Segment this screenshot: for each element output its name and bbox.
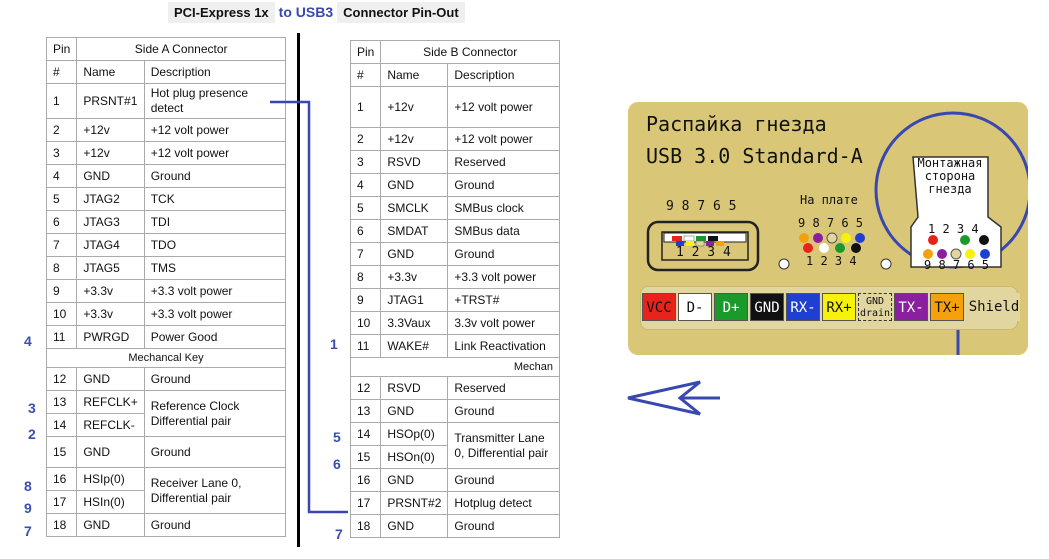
pin-description: 3.3v volt power <box>448 312 560 335</box>
side-b-hdr-name: Name <box>381 64 448 87</box>
mount-bottom-numbers: 9 8 7 6 5 <box>924 258 990 272</box>
pin-description: Reference Clock Differential pair <box>144 391 285 437</box>
pin-number: 14 <box>351 423 381 446</box>
pin-number: 8 <box>351 266 381 289</box>
side-a-hdr-num: # <box>47 61 77 84</box>
pin-number: 13 <box>351 400 381 423</box>
pin-description: +12 volt power <box>448 128 560 151</box>
pin-name: WAKE# <box>381 335 448 358</box>
pin-description: TDO <box>144 234 285 257</box>
pin-number: 10 <box>47 303 77 326</box>
pin-description: Hot plug presence detect <box>144 84 285 119</box>
title-left: PCI-Express 1x <box>168 2 275 23</box>
pin-name: 3.3Vaux <box>381 312 448 335</box>
pin-name: JTAG3 <box>77 211 144 234</box>
pin-number: 2 <box>47 119 77 142</box>
pin-number: 5 <box>47 188 77 211</box>
mount-side-label: Монтажная сторона гнезда <box>917 156 983 196</box>
pin-number: 7 <box>351 243 381 266</box>
pin-name: HSOn(0) <box>381 446 448 469</box>
legend-chip: TX+ <box>930 293 964 321</box>
usb-mark-b15: 6 <box>333 456 341 472</box>
pin-name: HSOp(0) <box>381 423 448 446</box>
side-b-hdr-pin: Pin <box>351 41 381 64</box>
usb-mark-a13: 3 <box>28 400 36 416</box>
pin-description: +3.3 volt power <box>144 303 285 326</box>
side-b-hdr-conn: Side B Connector <box>381 41 560 64</box>
pin-name: HSIn(0) <box>77 491 144 514</box>
pin-description: Ground <box>448 243 560 266</box>
pin-name: JTAG4 <box>77 234 144 257</box>
pin-number: 17 <box>351 492 381 515</box>
side-b-hdr-num: # <box>351 64 381 87</box>
card-title-1: Распайка гнезда <box>646 112 827 136</box>
legend-chip: RX- <box>786 293 820 321</box>
pin-name: +3.3v <box>381 266 448 289</box>
pin-name: GND <box>381 469 448 492</box>
pin-number: 6 <box>351 220 381 243</box>
pin-number: 3 <box>351 151 381 174</box>
pin-number: 12 <box>351 377 381 400</box>
usb-mark-b18: 7 <box>335 526 343 542</box>
pin-description: TDI <box>144 211 285 234</box>
pin-description: Link Reactivation <box>448 335 560 358</box>
pin-description: Reserved <box>448 151 560 174</box>
pin-name: GND <box>381 515 448 538</box>
pin-number: 18 <box>47 514 77 537</box>
legend-chip: Shield <box>968 293 1020 321</box>
pin-number: 6 <box>47 211 77 234</box>
pin-description: Ground <box>144 368 285 391</box>
usb-mark-b14: 5 <box>333 429 341 445</box>
title-usb: to USB3 <box>278 4 334 20</box>
pin-description: +TRST# <box>448 289 560 312</box>
pin-description: +12 volt power <box>144 142 285 165</box>
pin-name: PWRGD <box>77 326 144 349</box>
pin-number: 9 <box>351 289 381 312</box>
pin-description: Reserved <box>448 377 560 400</box>
pin-description: TMS <box>144 257 285 280</box>
pin-name: PRSNT#1 <box>77 84 144 119</box>
legend-chip: RX+ <box>822 293 856 321</box>
pin-number: 1 <box>47 84 77 119</box>
pin-name: PRSNT#2 <box>381 492 448 515</box>
pin-number: 15 <box>47 437 77 468</box>
pin-description: Hotplug detect <box>448 492 560 515</box>
usb-mark-a17: 9 <box>24 500 32 516</box>
side-a-key: Mechancal Key <box>47 349 286 368</box>
pin-number: 15 <box>351 446 381 469</box>
pin-name: +3.3v <box>77 280 144 303</box>
pin-number: 10 <box>351 312 381 335</box>
side-b-key: Mechan <box>351 358 560 377</box>
pin-number: 1 <box>351 87 381 128</box>
side-a-hdr-pin: Pin <box>47 38 77 61</box>
pin-name: +12v <box>381 128 448 151</box>
usb-mark-a14: 2 <box>28 426 36 442</box>
legend-chip: D+ <box>714 293 748 321</box>
pin-name: JTAG5 <box>77 257 144 280</box>
plate-bottom-numbers: 1 2 3 4 <box>806 254 857 268</box>
pin-description: Ground <box>144 437 285 468</box>
pin-name: +3.3v <box>77 303 144 326</box>
mount-top-numbers: 1 2 3 4 <box>928 222 979 236</box>
legend-chip: D- <box>678 293 712 321</box>
pin-number: 2 <box>351 128 381 151</box>
pin-number: 8 <box>47 257 77 280</box>
pin-name: SMDAT <box>381 220 448 243</box>
pin-name: SMCLK <box>381 197 448 220</box>
pin-number: 11 <box>47 326 77 349</box>
pin-number: 3 <box>47 142 77 165</box>
pin-number: 12 <box>47 368 77 391</box>
pin-name: HSIp(0) <box>77 468 144 491</box>
pin-number: 17 <box>47 491 77 514</box>
plate-top-numbers: 9 8 7 6 5 <box>798 216 864 230</box>
pin-name: REFCLK+ <box>77 391 144 414</box>
pin-description: Ground <box>448 469 560 492</box>
legend-chip: GND drain <box>858 293 892 321</box>
pin-description: Ground <box>448 174 560 197</box>
legend-chip: TX- <box>894 293 928 321</box>
pin-name: JTAG2 <box>77 188 144 211</box>
pin-name: GND <box>77 437 144 468</box>
pin-name: +12v <box>77 119 144 142</box>
pin-name: GND <box>77 514 144 537</box>
pin-number: 9 <box>47 280 77 303</box>
pin-number: 13 <box>47 391 77 414</box>
pin-name: GND <box>77 368 144 391</box>
pin-description: TCK <box>144 188 285 211</box>
pin-number: 14 <box>47 414 77 437</box>
pin-description: Ground <box>448 400 560 423</box>
pin-number: 18 <box>351 515 381 538</box>
pin-description: Ground <box>144 165 285 188</box>
usb-mark-b11: 1 <box>330 336 338 352</box>
pin-name: GND <box>381 400 448 423</box>
pin-number: 5 <box>351 197 381 220</box>
legend-chip: GND <box>750 293 784 321</box>
pin-description: +12 volt power <box>144 119 285 142</box>
pin-description: SMBus data <box>448 220 560 243</box>
pin-description: +12 volt power <box>448 87 560 128</box>
side-b-hdr-desc: Description <box>448 64 560 87</box>
pin-number: 4 <box>351 174 381 197</box>
plug-top-numbers: 9 8 7 6 5 <box>666 199 737 214</box>
pin-description: Receiver Lane 0, Differential pair <box>144 468 285 514</box>
pin-number: 11 <box>351 335 381 358</box>
pin-number: 16 <box>47 468 77 491</box>
pin-name: GND <box>381 243 448 266</box>
usb-mark-a18: 7 <box>24 523 32 539</box>
usb-mark-a11: 4 <box>24 333 32 349</box>
on-plate-label: На плате <box>800 193 858 207</box>
pin-name: GND <box>77 165 144 188</box>
pin-description: SMBus clock <box>448 197 560 220</box>
pin-number: 4 <box>47 165 77 188</box>
usb-mark-a16: 8 <box>24 478 32 494</box>
plug-bottom-numbers: 1 2 3 4 <box>676 245 731 260</box>
side-a-hdr-desc: Description <box>144 61 285 84</box>
pin-name: RSVD <box>381 151 448 174</box>
prsnt-link-line <box>270 102 348 512</box>
side-a-hdr-name: Name <box>77 61 144 84</box>
pin-name: REFCLK- <box>77 414 144 437</box>
arrow-left-icon <box>600 370 720 430</box>
pin-name: GND <box>381 174 448 197</box>
title-right: Connector Pin-Out <box>337 2 465 23</box>
pin-description: Ground <box>448 515 560 538</box>
pin-description: Transmitter Lane 0, Differential pair <box>448 423 560 469</box>
pin-description: +3.3 volt power <box>448 266 560 289</box>
pin-name: JTAG1 <box>381 289 448 312</box>
pin-number: 7 <box>47 234 77 257</box>
card-title-2: USB 3.0 Standard-A <box>646 144 863 168</box>
pin-description: Ground <box>144 514 285 537</box>
side-a-hdr-conn: Side A Connector <box>77 38 286 61</box>
pin-name: +12v <box>77 142 144 165</box>
legend-chip: VCC <box>642 293 676 321</box>
pin-name: +12v <box>381 87 448 128</box>
pin-description: Power Good <box>144 326 285 349</box>
pin-name: RSVD <box>381 377 448 400</box>
pin-description: +3.3 volt power <box>144 280 285 303</box>
pin-number: 16 <box>351 469 381 492</box>
